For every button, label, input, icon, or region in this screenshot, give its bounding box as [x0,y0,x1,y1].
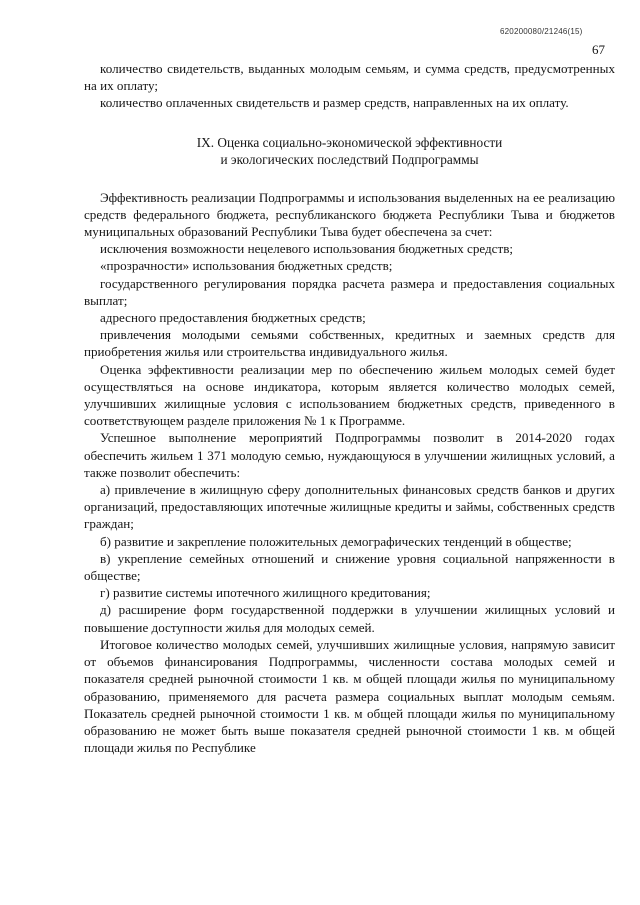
list-item: количество оплаченных свидетельств и размер средств, направленных на их оплату. [100,95,569,111]
paragraph: Эффективность реализации Подпрограммы и использования выделенных на ее реализацию средств федерального бюджета, республиканского бюджета Республики Тыва и бюджетов муниципальных образований Республики Тыва будет обеспечена за счет: [84,189,615,240]
section-title-line: и экологических последствий Подпрограммы [220,152,479,168]
list-item: привлечения молодыми семьями собственных, кредитных и заемных средств для приобретения жилья или строительства индивидуального жилья. [84,327,615,360]
list-item: а) привлечение в жилищную сферу дополнительных финансовых средств банков и других организаций, предоставляющих ипотечные жилищные кредиты и займы, собственных средств граждан; [84,482,615,532]
paragraph: Успешное выполнение мероприятий Подпрограммы позволит в 2014-2020 годах обеспечить жильем 1 371 молодую семью, нуждающуюся в улучшении жилищных условий, а также позволит обеспечить: [84,430,615,480]
list-item: г) развитие системы ипотечного жилищного кредитования; [100,585,431,601]
list-item: количество свидетельств, выданных молодым семьям, и сумма средств, предусмотренных на их оплату; [84,61,615,94]
document-code: 620200080/21246(15) [500,27,583,36]
list-item: б) развитие и закрепление положительных демографических тенденций в обществе; [100,533,572,549]
list-item: в) укрепление семейных отношений и снижение уровня социальной напряженности в обществе; [84,550,615,584]
list-item: адресного предоставления бюджетных средств; [100,310,366,326]
paragraph: Оценка эффективности реализации мер по обеспечению жильем молодых семей будет осуществляться на основе индикатора, которым является количество молодых семей, улучшивших жилищные условия с использованием бюджетных средств, приведенного в соответствующем разделе приложения № 1 к Программе. [84,361,615,429]
list-item: государственного регулирования порядка расчета размера и предоставления социальных выплат; [84,275,615,308]
page-number: 67 [592,42,605,57]
section-title-line: IX. Оценка социально-экономической эффективности [196,134,503,150]
list-item: «прозрачности» использования бюджетных средств; [100,258,393,274]
list-item: исключения возможности нецелевого использования бюджетных средств; [100,241,514,257]
list-item: д) расширение форм государственной поддержки в улучшении жилищных условий и повышение доступности жилья для молодых семей. [84,602,615,635]
section-title [84,134,615,169]
paragraph: Итоговое количество молодых семей, улучшивших жилищные условия, напрямую зависит от объемов финансирования Подпрограммы, численности состава молодых семей и показателя средней рыночной стоимости 1 кв. м общей площади жилья по муниципальному образованию, применяемого для расчета размера социальных выплат молодым семьям. Показатель средней рыночной стоимости 1 кв. м общей площади жилья по муниципальному образованию не может быть выше показателя средней рыночной стоимости 1 кв. м общей площади жилья по Республике [84,636,615,756]
document-body [84,60,615,756]
